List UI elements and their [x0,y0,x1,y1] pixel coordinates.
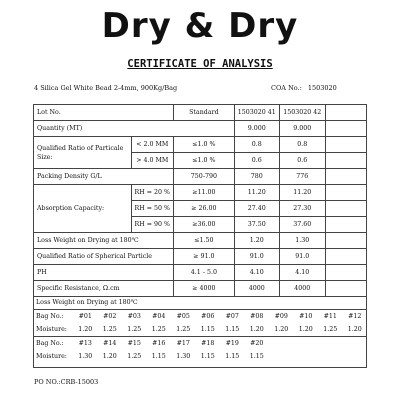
bag-number: #05 [176,313,190,320]
empty-cell [325,281,366,297]
lot1-header: 1503020 41 [234,105,279,121]
empty-cell [325,201,366,217]
quantity-label: Quantity (MT) [34,121,235,137]
table-row [33,337,367,351]
moisture-value: 1.20 [274,326,289,333]
empty-cell [325,105,366,121]
loss-std: ≤1.50 [174,233,235,249]
empty-cell [325,169,366,185]
moisture-value: 1.15 [151,353,166,360]
lot2-header: 1503020 42 [279,105,325,121]
bag-no-label: Bag No.: [36,313,64,320]
packing-lot2: 776 [279,169,325,185]
moisture-title: Loss Weight on Drying at 180℃ [33,296,367,310]
standard-header: Standard [174,105,235,121]
moisture-value: 1.25 [127,326,142,333]
table-row [33,310,367,324]
empty-cell [325,137,366,153]
resistance-lot1: 4000 [234,281,279,297]
moisture-label: Moisture: [36,326,67,333]
bag-number: #08 [250,313,264,320]
bag-number: #06 [201,313,215,320]
quantity-lot1: 9.000 [234,121,279,137]
product-description: 4 Silica Gel White Bead 2-4mm, 900Kg/Bag [34,84,178,92]
empty-cell [318,350,343,363]
empty-cell [269,337,294,351]
empty-cell [343,337,368,351]
bag-number: #16 [147,337,172,351]
moisture-label: Moisture: [36,353,67,360]
ratio-std: ≤1.0 % [174,137,235,153]
moisture-value: 1.20 [347,326,362,333]
ratio-cond: > 4.0 MM [131,153,174,169]
coa-value: 1503020 [307,84,337,92]
resistance-label: Specific Resistance, Ω.cm [34,281,174,297]
bag-number: #01 [78,313,92,320]
table-row [34,185,367,201]
ratio-lot2: 0.6 [279,153,325,169]
bag-number: #20 [245,337,270,351]
absorption-lot2: 37.60 [279,217,325,233]
bag-no-label: Bag No.: [33,337,73,351]
table-row [33,296,367,310]
packing-label: Packing Density G/L [34,169,174,185]
bag-number: #14 [98,337,123,351]
bag-number: #13 [73,337,98,351]
empty-cell [325,265,366,281]
empty-cell [325,185,366,201]
table-row [34,169,367,185]
moisture-value: 1.20 [102,353,117,360]
moisture-value: 1.25 [323,326,338,333]
empty-cell [325,233,366,249]
absorption-cond: RH = 90 % [131,217,174,233]
moisture-value: 1.25 [151,326,166,333]
bag-number: #12 [348,313,362,320]
absorption-lot2: 27.30 [279,201,325,217]
loss-lot1: 1.20 [234,233,279,249]
packing-lot1: 780 [234,169,279,185]
specification-table [33,104,367,297]
table-row [33,323,367,337]
moisture-value: 1.15 [225,353,240,360]
ph-lot2: 4.10 [279,265,325,281]
ratio-lot1: 0.8 [234,137,279,153]
absorption-std: ≥36.00 [174,217,235,233]
table-row [34,105,367,121]
absorption-std: ≥11.00 [174,185,235,201]
spherical-std: ≥ 91.0 [174,249,235,265]
resistance-std: ≥ 4000 [174,281,235,297]
moisture-value: 1.15 [249,353,264,360]
empty-cell [325,249,366,265]
quantity-lot2: 9.000 [279,121,325,137]
loss-lot2: 1.30 [279,233,325,249]
bag-number: #11 [323,313,337,320]
bag-number: #18 [196,337,221,351]
moisture-table [33,296,367,363]
spherical-lot1: 91.0 [234,249,279,265]
table-row [34,265,367,281]
bag-number: #09 [274,313,288,320]
table-row [34,121,367,137]
empty-cell [325,153,366,169]
absorption-lot1: 27.40 [234,201,279,217]
moisture-value: 1.20 [249,326,264,333]
moisture-value: 1.25 [102,326,117,333]
moisture-value: 1.20 [78,326,93,333]
table-row [34,137,367,153]
ratio-label: Qualified Ratio of Particale Size: [34,137,132,169]
moisture-value: 1.25 [127,353,142,360]
table-row [34,281,367,297]
spherical-lot2: 91.0 [279,249,325,265]
ratio-std: ≤1.0 % [174,153,235,169]
empty-cell [325,121,366,137]
ph-std: 4.1 - 5.0 [174,265,235,281]
brand-logo: Dry & Dry [101,6,299,46]
moisture-value: 1.30 [78,353,93,360]
absorption-std: ≥ 26.00 [174,201,235,217]
ratio-lot1: 0.6 [234,153,279,169]
loss-label: Loss Weight on Drying at 180℃ [34,233,174,249]
table-row [33,350,367,363]
bag-number: #04 [152,313,166,320]
table-row [34,233,367,249]
empty-cell [269,350,294,363]
moisture-value: 1.15 [200,353,215,360]
document-title: CERTIFICATE OF ANALYSIS [127,58,273,70]
absorption-lot1: 11.20 [234,185,279,201]
moisture-value: 1.15 [200,326,215,333]
absorption-lot2: 11.20 [279,185,325,201]
coa-number [271,84,337,92]
ph-label: PH [34,265,174,281]
absorption-label: Absorption Capacity: [34,185,132,233]
moisture-value: 1.30 [176,353,191,360]
absorption-lot1: 37.50 [234,217,279,233]
moisture-value: 1.15 [225,326,240,333]
absorption-cond: RH = 50 % [131,201,174,217]
bag-number: #07 [225,313,239,320]
moisture-value: 1.25 [176,326,191,333]
spherical-label: Qualified Ratio of Spherical Particle [34,249,174,265]
empty-cell [343,350,368,363]
empty-cell [325,217,366,233]
bag-number: #15 [122,337,147,351]
moisture-value: 1.20 [298,326,313,333]
ratio-cond: < 2.0 MM [131,137,174,153]
bag-number: #17 [171,337,196,351]
bag-number: #03 [127,313,141,320]
ratio-lot2: 0.8 [279,137,325,153]
ph-lot1: 4.10 [234,265,279,281]
empty-cell [294,350,319,363]
empty-cell [318,337,343,351]
po-number: PO NO.:CRB-15003 [34,378,99,386]
lot-no-label: Lot No. [34,105,174,121]
bag-number: #10 [299,313,313,320]
coa-label: COA No.: [271,84,302,92]
bag-number: #19 [220,337,245,351]
bag-number: #02 [103,313,117,320]
empty-cell [294,337,319,351]
absorption-cond: RH = 20 % [131,185,174,201]
table-row [34,249,367,265]
packing-std: 750-790 [174,169,235,185]
resistance-lot2: 4000 [279,281,325,297]
